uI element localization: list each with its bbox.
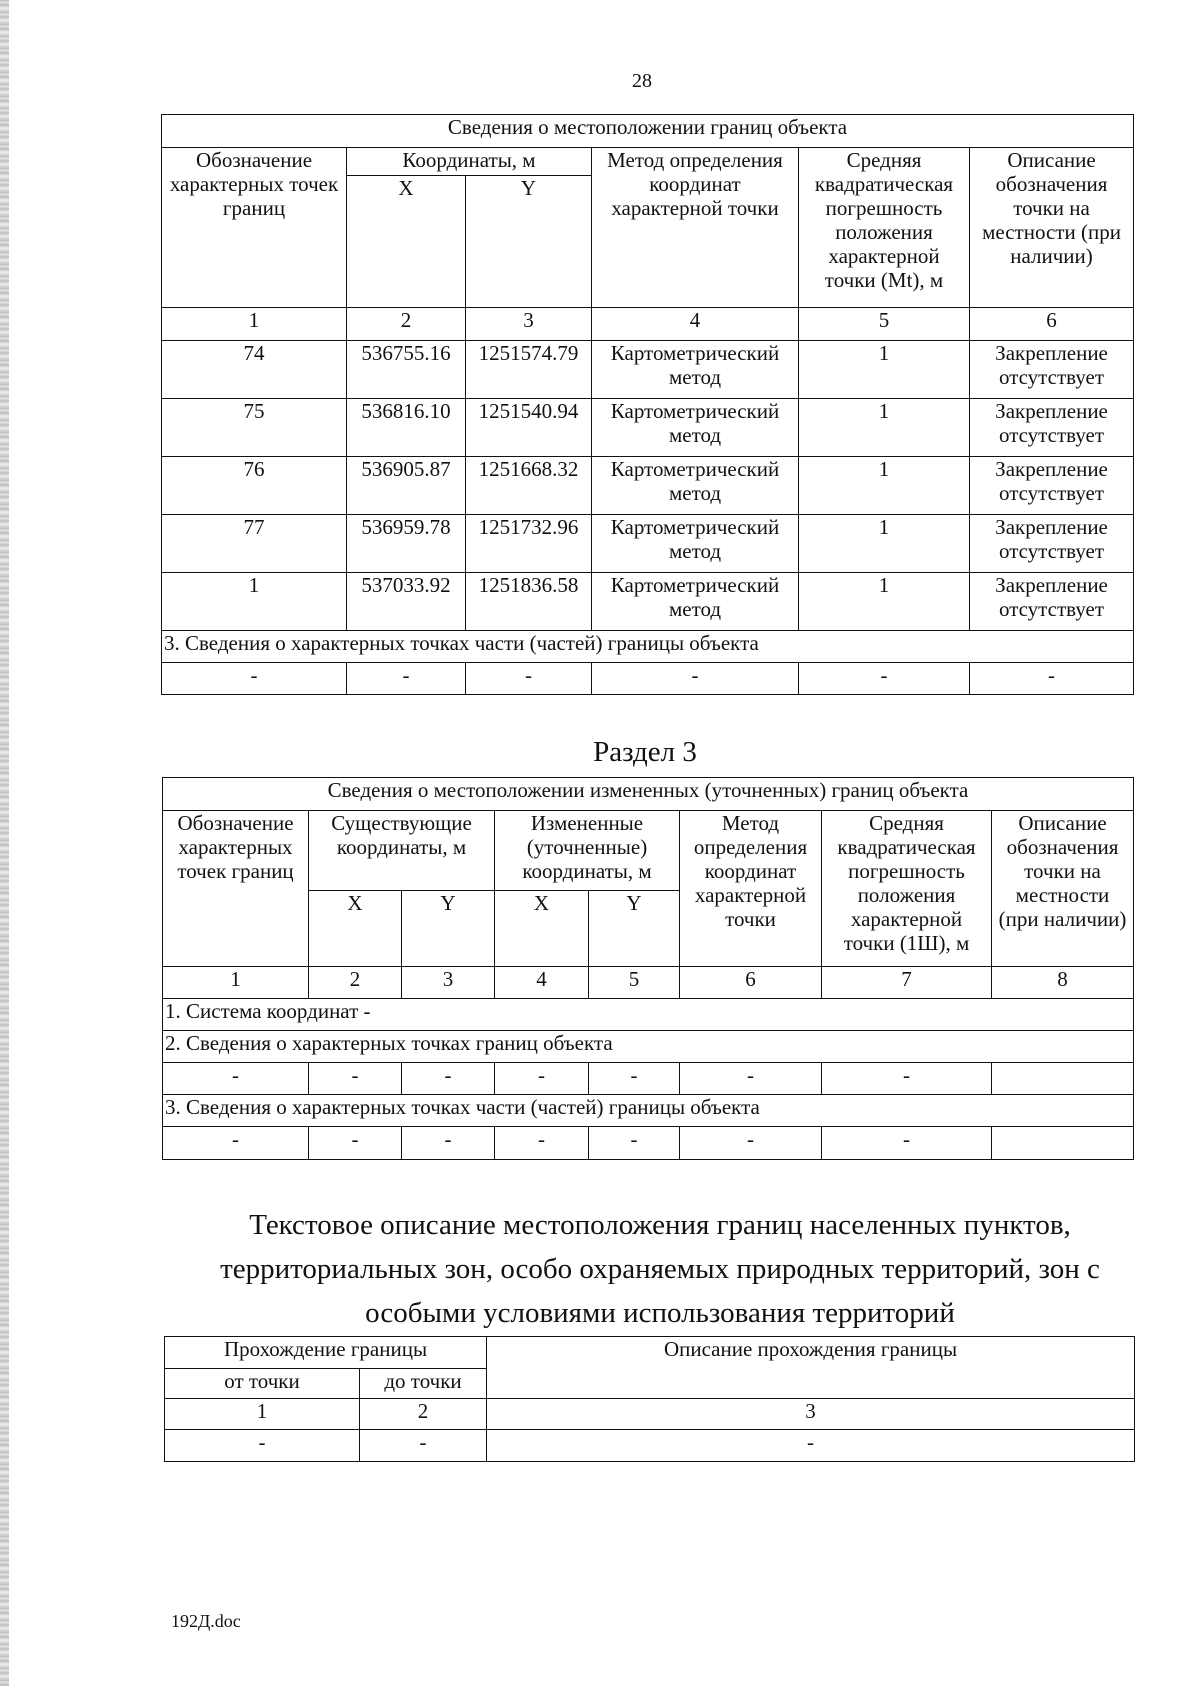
empty-cell: - (162, 663, 347, 695)
header-y: Y (466, 176, 592, 308)
column-number: 3 (466, 308, 592, 341)
header-point: Обозначение характерных точек границ (162, 148, 347, 308)
column-number: 4 (592, 308, 799, 341)
error: 1 (799, 457, 970, 515)
column-number: 2 (309, 967, 402, 999)
empty-cell: - (495, 1063, 589, 1095)
text-description-heading: Текстовое описание местоположения границ населенных пунктов, территориальных зон, особо охраняемых природных территорий, зон с особыми условиями использования территорий (220, 1209, 1100, 1329)
column-number: 8 (992, 967, 1134, 999)
header-existing: Существующие координаты, м (309, 811, 495, 891)
empty-cell: - (163, 1063, 309, 1095)
method: Картометрический метод (592, 515, 799, 573)
method: Картометрический метод (592, 573, 799, 631)
empty-cell: - (970, 663, 1134, 695)
point-id: 1 (162, 573, 347, 631)
scan-edge (0, 0, 9, 1686)
parts-section-label: 3. Сведения о характерных точках части (частей) границы объекта (162, 631, 1134, 663)
table-row (162, 573, 1134, 631)
empty-cell: - (163, 1127, 309, 1160)
header-x: X (347, 176, 466, 308)
points-section-label: 2. Сведения о характерных точках границ объекта (163, 1031, 1134, 1063)
empty-cell: - (680, 1127, 822, 1160)
empty-cell: - (347, 663, 466, 695)
column-number: 4 (495, 967, 589, 999)
column-number: 5 (799, 308, 970, 341)
point-id: 74 (162, 341, 347, 399)
table-title: Сведения о местоположении измененных (уточненных) границ объекта (163, 778, 1134, 811)
table-row (162, 399, 1134, 457)
empty-cell: - (165, 1430, 360, 1462)
table-title: Сведения о местоположении границ объекта (162, 115, 1134, 148)
empty-cell: - (487, 1430, 1135, 1462)
header-passage: Прохождение границы (165, 1337, 487, 1369)
empty-cell: - (495, 1127, 589, 1160)
header-desc: Описание прохождения границы (487, 1337, 1135, 1399)
parts-section-label: 3. Сведения о характерных точках части (частей) границы объекта (163, 1095, 1134, 1127)
boundary-points-table (161, 114, 1134, 695)
method: Картометрический метод (592, 399, 799, 457)
error: 1 (799, 399, 970, 457)
description: Закрепление отсутствует (970, 515, 1134, 573)
empty-cell: - (402, 1127, 495, 1160)
column-number: 1 (163, 967, 309, 999)
table-row (163, 1127, 1134, 1160)
coord-y: 1251836.58 (466, 573, 592, 631)
error: 1 (799, 515, 970, 573)
empty-cell: - (589, 1063, 680, 1095)
header-y: Y (402, 891, 495, 967)
table-row (162, 457, 1134, 515)
coord-x: 536959.78 (347, 515, 466, 573)
header-to: до точки (360, 1369, 487, 1399)
footer-filename: 192Д.doc (171, 1611, 241, 1631)
column-number: 1 (165, 1399, 360, 1430)
error: 1 (799, 573, 970, 631)
coord-y: 1251732.96 (466, 515, 592, 573)
empty-cell: - (402, 1063, 495, 1095)
header-x: X (495, 891, 589, 967)
header-changed: Измененные (уточненные) координаты, м (495, 811, 680, 891)
table-row (162, 663, 1134, 695)
header-x: X (309, 891, 402, 967)
empty-cell: - (466, 663, 592, 695)
table-row (165, 1430, 1135, 1462)
coord-y: 1251574.79 (466, 341, 592, 399)
changed-boundaries-table (162, 777, 1134, 1160)
error: 1 (799, 341, 970, 399)
header-method: Метод определения координат характерной точки (680, 811, 822, 967)
description: Закрепление отсутствует (970, 341, 1134, 399)
description: Закрепление отсутствует (970, 399, 1134, 457)
coord-y: 1251540.94 (466, 399, 592, 457)
empty-cell: - (309, 1063, 402, 1095)
empty-cell (992, 1063, 1134, 1095)
header-from: от точки (165, 1369, 360, 1399)
point-id: 77 (162, 515, 347, 573)
method: Картометрический метод (592, 341, 799, 399)
column-number: 3 (402, 967, 495, 999)
description: Закрепление отсутствует (970, 457, 1134, 515)
coord-x: 536905.87 (347, 457, 466, 515)
empty-cell: - (822, 1063, 992, 1095)
description: Закрепление отсутствует (970, 573, 1134, 631)
empty-cell: - (309, 1127, 402, 1160)
header-description: Описание обозначения точки на местности (при наличии) (992, 811, 1134, 967)
section-heading: Раздел 3 (593, 736, 697, 768)
empty-cell: - (360, 1430, 487, 1462)
header-description: Описание обозначения точки на местности (при наличии) (970, 148, 1134, 308)
column-number: 2 (347, 308, 466, 341)
column-number: 2 (360, 1399, 487, 1430)
column-number: 5 (589, 967, 680, 999)
empty-cell (992, 1127, 1134, 1160)
coord-x: 536755.16 (347, 341, 466, 399)
table-row (162, 341, 1134, 399)
point-id: 75 (162, 399, 347, 457)
coord-system-label: 1. Система координат - (163, 999, 1134, 1031)
column-number: 6 (680, 967, 822, 999)
column-number: 1 (162, 308, 347, 341)
empty-cell: - (680, 1063, 822, 1095)
header-coords: Координаты, м (347, 148, 592, 176)
column-number: 3 (487, 1399, 1135, 1430)
page-number: 28 (632, 70, 652, 92)
coord-x: 536816.10 (347, 399, 466, 457)
empty-cell: - (589, 1127, 680, 1160)
empty-cell: - (592, 663, 799, 695)
table-row (162, 515, 1134, 573)
header-y: Y (589, 891, 680, 967)
column-number: 7 (822, 967, 992, 999)
header-point: Обозначение характерных точек границ (163, 811, 309, 967)
table-row (163, 1063, 1134, 1095)
empty-cell: - (822, 1127, 992, 1160)
boundary-description-table (164, 1336, 1135, 1462)
method: Картометрический метод (592, 457, 799, 515)
header-method: Метод определения координат характерной точки (592, 148, 799, 308)
header-error: Средняя квадратическая погрешность положения характерной точки (Мt), м (799, 148, 970, 308)
coord-y: 1251668.32 (466, 457, 592, 515)
coord-x: 537033.92 (347, 573, 466, 631)
point-id: 76 (162, 457, 347, 515)
column-number: 6 (970, 308, 1134, 341)
header-error: Средняя квадратическая погрешность положения характерной точки (1Ш), м (822, 811, 992, 967)
empty-cell: - (799, 663, 970, 695)
